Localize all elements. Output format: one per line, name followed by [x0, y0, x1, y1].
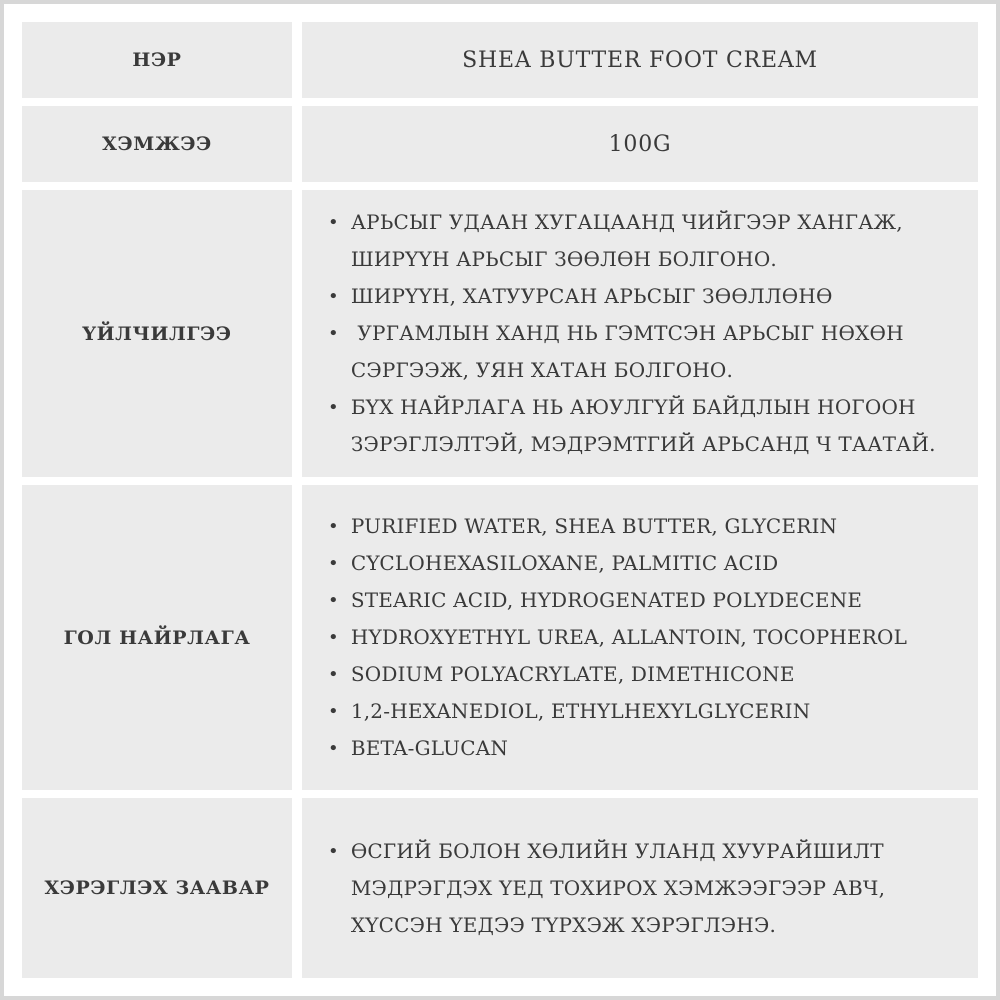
row-size-value: 100G [302, 106, 978, 182]
bullet-item [328, 833, 964, 944]
product-info-table [22, 22, 978, 978]
bullet-icon: • [328, 397, 339, 418]
row-function-value [302, 190, 978, 477]
bullet-text: ШИРҮҮН, ХАТУУРСАН АРЬСЫГ ЗӨӨЛЛӨНӨ [350, 284, 833, 308]
bullet-icon: • [328, 553, 339, 574]
bullet-text: УРГАМЛЫН ХАНД НЬ ГЭМТСЭН АРЬСЫГ НӨХӨН СЭРГЭЭЖ, УЯН ХАТАН БОЛГОНО. [350, 321, 904, 382]
bullet-item [328, 619, 964, 656]
bullet-text: АРЬСЫГ УДААН ХУГАЦААНД ЧИЙГЭЭР ХАНГАЖ, ШИРҮҮН АРЬСЫГ ЗӨӨЛӨН БОЛГОНО. [350, 210, 903, 271]
row-usage-label: ХЭРЭГЛЭХ ЗААВАР [22, 798, 292, 978]
bullet-icon: • [328, 701, 339, 722]
row-name-value: SHEA BUTTER FOOT CREAM [302, 22, 978, 98]
bullet-text: 1,2-HEXANEDIOL, ETHYLHEXYLGLYCERIN [350, 699, 811, 723]
bullet-item [328, 545, 964, 582]
bullet-item [328, 656, 964, 693]
bullet-item [328, 389, 964, 463]
bullet-text: PURIFIED WATER, SHEA BUTTER, GLYCERIN [350, 514, 838, 538]
row-ingredients-value [302, 485, 978, 790]
bullet-icon: • [328, 840, 339, 862]
bullet-icon: • [328, 590, 339, 611]
bullet-text: BETA-GLUCAN [350, 736, 509, 760]
bullet-item [328, 278, 964, 315]
bullet-item [328, 693, 964, 730]
bullet-text: ӨСГИЙ БОЛОН ХӨЛИЙН УЛАНД ХУУРАЙШИЛТ МЭДРЭГДЭХ ҮЕД ТОХИРОХ ХЭМЖЭЭГЭЭР АВЧ, ХҮССЭН ҮЕДЭЭ ТҮРХЭЖ ХЭРЭГЛЭНЭ. [350, 838, 886, 937]
bullet-item [328, 204, 964, 278]
row-size-label: ХЭМЖЭЭ [22, 106, 292, 182]
row-name-label: НЭР [22, 22, 292, 98]
bullet-text: STEARIC ACID, HYDROGENATED POLYDECENE [350, 588, 863, 612]
bullet-icon: • [328, 516, 339, 537]
bullet-icon: • [328, 286, 339, 307]
bullet-text: SODIUM POLYACRYLATE, DIMETHICONE [350, 662, 795, 686]
bullet-text: БҮХ НАЙРЛАГА НЬ АЮУЛГҮЙ БАЙДЛЫН НОГООН ЗЭРЭГЛЭЛТЭЙ, МЭДРЭМТГИЙ АРЬСАНД Ч ТААТАЙ. [350, 395, 936, 456]
row-usage-value [302, 798, 978, 978]
bullet-icon: • [328, 212, 339, 233]
row-function-label: ҮЙЛЧИЛГЭЭ [22, 190, 292, 477]
bullet-text: HYDROXYETHYL UREA, ALLANTOIN, TOCOPHEROL [350, 625, 908, 649]
bullet-icon: • [328, 664, 339, 685]
row-ingredients-label: ГОЛ НАЙРЛАГА [22, 485, 292, 790]
bullet-icon: • [328, 627, 339, 648]
bullet-item [328, 582, 964, 619]
bullet-text: CYCLOHEXASILOXANE, PALMITIC ACID [350, 551, 779, 575]
bullet-icon: • [328, 323, 339, 344]
bullet-item [328, 508, 964, 545]
bullet-item [328, 730, 964, 767]
bullet-icon: • [328, 738, 339, 759]
bullet-item [328, 315, 964, 389]
